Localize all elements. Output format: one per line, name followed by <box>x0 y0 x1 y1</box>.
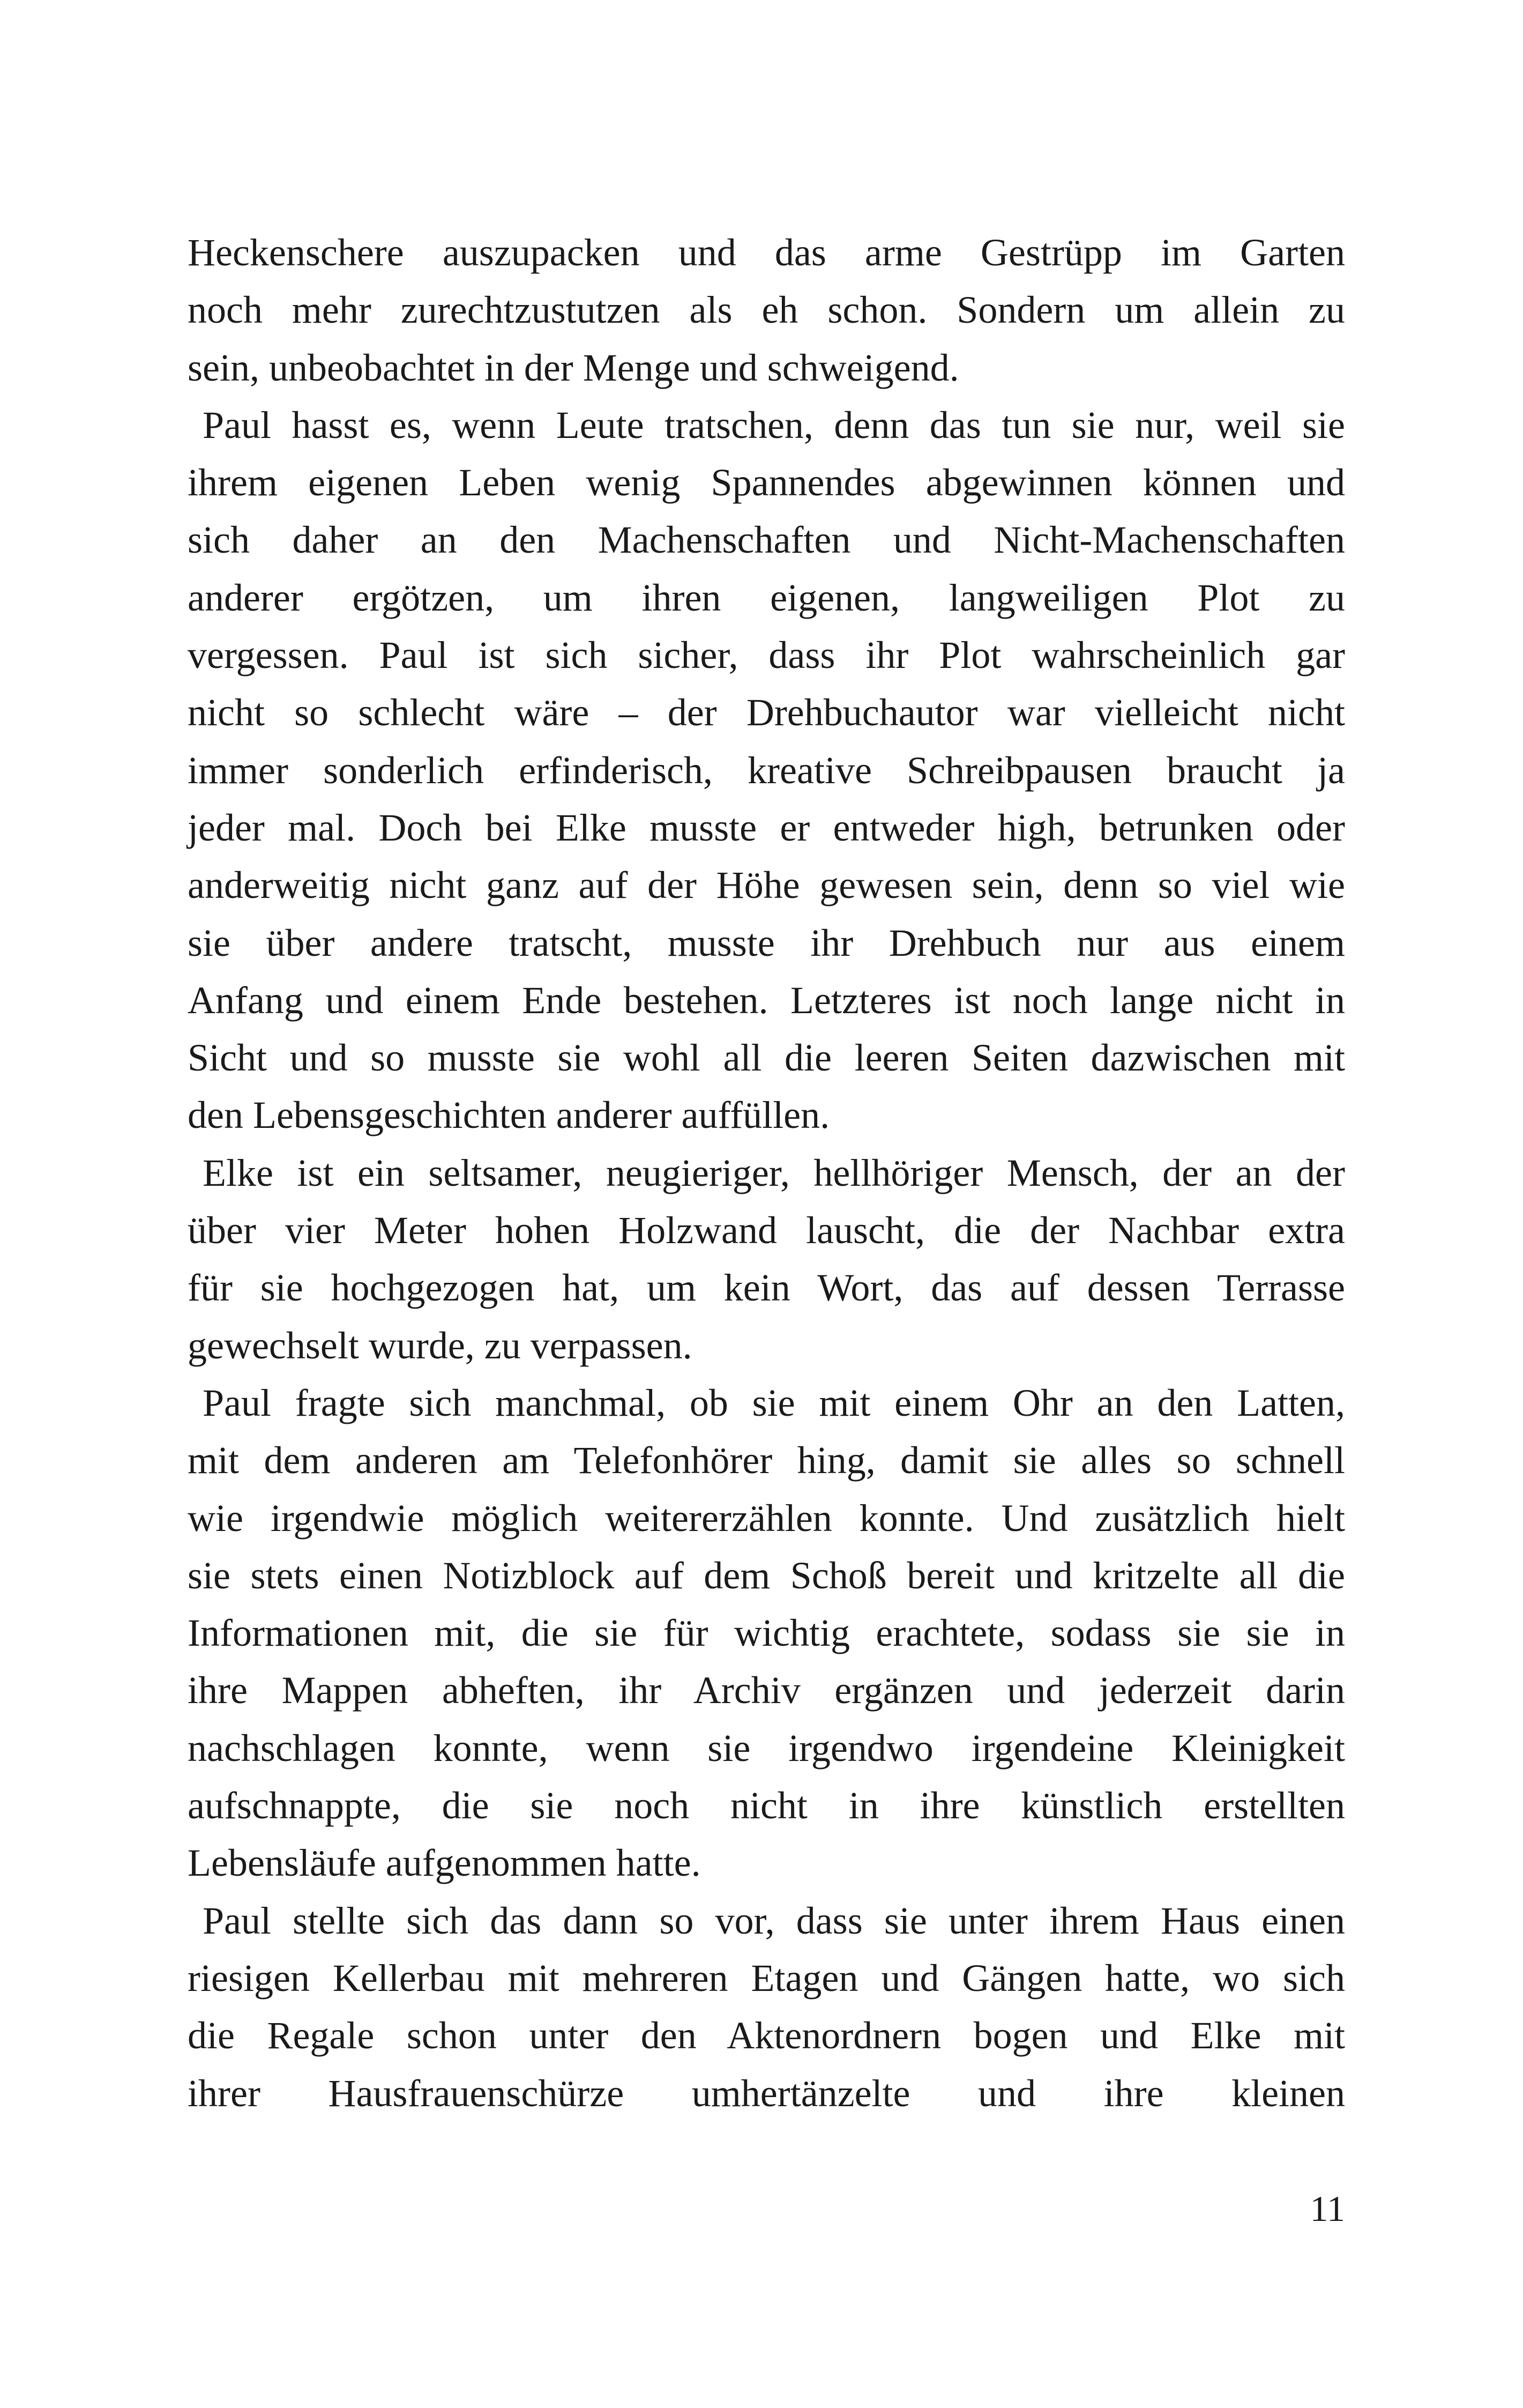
text-line: anderweitig nicht ganz auf der Höhe gewesen sein, denn so viel wie <box>188 864 1345 907</box>
text-line: vergessen. Paul ist sich sicher, dass ihr Plot wahrscheinlich gar <box>188 634 1345 677</box>
text-line: Heckenschere auszupacken und das arme Gestrüpp im Garten <box>188 231 1345 274</box>
page-number: 11 <box>1310 2188 1345 2229</box>
text-line: die Regale schon unter den Aktenordnern bogen und Elke mit <box>188 2014 1345 2057</box>
text-line: Informationen mit, die sie für wichtig erachtete, sodass sie sie in <box>188 1611 1345 1655</box>
text-line: den Lebensgeschichten anderer auffüllen. <box>188 1094 830 1137</box>
text-line: Paul hasst es, wenn Leute tratschen, denn das tun sie nur, weil sie <box>203 403 1345 447</box>
text-line: Paul stellte sich das dann so vor, dass sie unter ihrem Haus einen <box>203 1899 1345 1942</box>
text-line: Paul fragte sich manchmal, ob sie mit einem Ohr an den Latten, <box>203 1381 1345 1424</box>
text-line: gewechselt wurde, zu verpassen. <box>188 1324 692 1367</box>
text-line: ihre Mappen abheften, ihr Archiv ergänzen und jederzeit darin <box>188 1669 1345 1712</box>
text-line: riesigen Kellerbau mit mehreren Etagen und Gängen hatte, wo sich <box>188 1956 1345 2000</box>
text-line: über vier Meter hohen Holzwand lauscht, die der Nachbar extra <box>188 1209 1345 1252</box>
body-text <box>188 224 1345 2122</box>
text-line: ihrem eigenen Leben wenig Spannendes abgewinnen können und <box>188 461 1345 504</box>
text-line: sie über andere tratscht, musste ihr Drehbuch nur aus einem <box>188 921 1345 964</box>
text-line: wie irgendwie möglich weitererzählen konnte. Und zusätzlich hielt <box>188 1496 1345 1540</box>
text-line: Lebensläufe aufgenommen hatte. <box>188 1841 701 1885</box>
text-line: sein, unbeobachtet in der Menge und schweigend. <box>188 346 959 389</box>
text-line: Sicht und so musste sie wohl all die leeren Seiten dazwischen mit <box>188 1036 1345 1080</box>
text-line: sich daher an den Machenschaften und Nicht-Machenschaften <box>188 518 1345 562</box>
text-line: nachschlagen konnte, wenn sie irgendwo irgendeine Kleinigkeit <box>188 1726 1345 1770</box>
text-line: Elke ist ein seltsamer, neugieriger, hellhöriger Mensch, der an der <box>203 1151 1345 1194</box>
text-line: noch mehr zurechtzustutzen als eh schon. Sondern um allein zu <box>188 288 1345 332</box>
text-line: Anfang und einem Ende bestehen. Letzteres ist noch lange nicht in <box>188 978 1345 1022</box>
text-line: anderer ergötzen, um ihren eigenen, langweiligen Plot zu <box>188 576 1345 619</box>
text-line: sie stets einen Notizblock auf dem Schoß bereit und kritzelte all die <box>188 1554 1345 1597</box>
text-line: für sie hochgezogen hat, um kein Wort, das auf dessen Terrasse <box>188 1266 1345 1310</box>
text-line: mit dem anderen am Telefonhörer hing, damit sie alles so schnell <box>188 1439 1345 1482</box>
text-line: nicht so schlecht wäre – der Drehbuchautor war vielleicht nicht <box>188 691 1345 734</box>
text-line: ihrer Hausfrauenschürze umhertänzelte und ihre kleinen <box>188 2071 1345 2115</box>
text-line: immer sonderlich erfinderisch, kreative Schreibpausen braucht ja <box>188 748 1345 792</box>
text-line: aufschnappte, die sie noch nicht in ihre künstlich erstellten <box>188 1784 1345 1827</box>
text-line: jeder mal. Doch bei Elke musste er entweder high, betrunken oder <box>188 806 1345 849</box>
